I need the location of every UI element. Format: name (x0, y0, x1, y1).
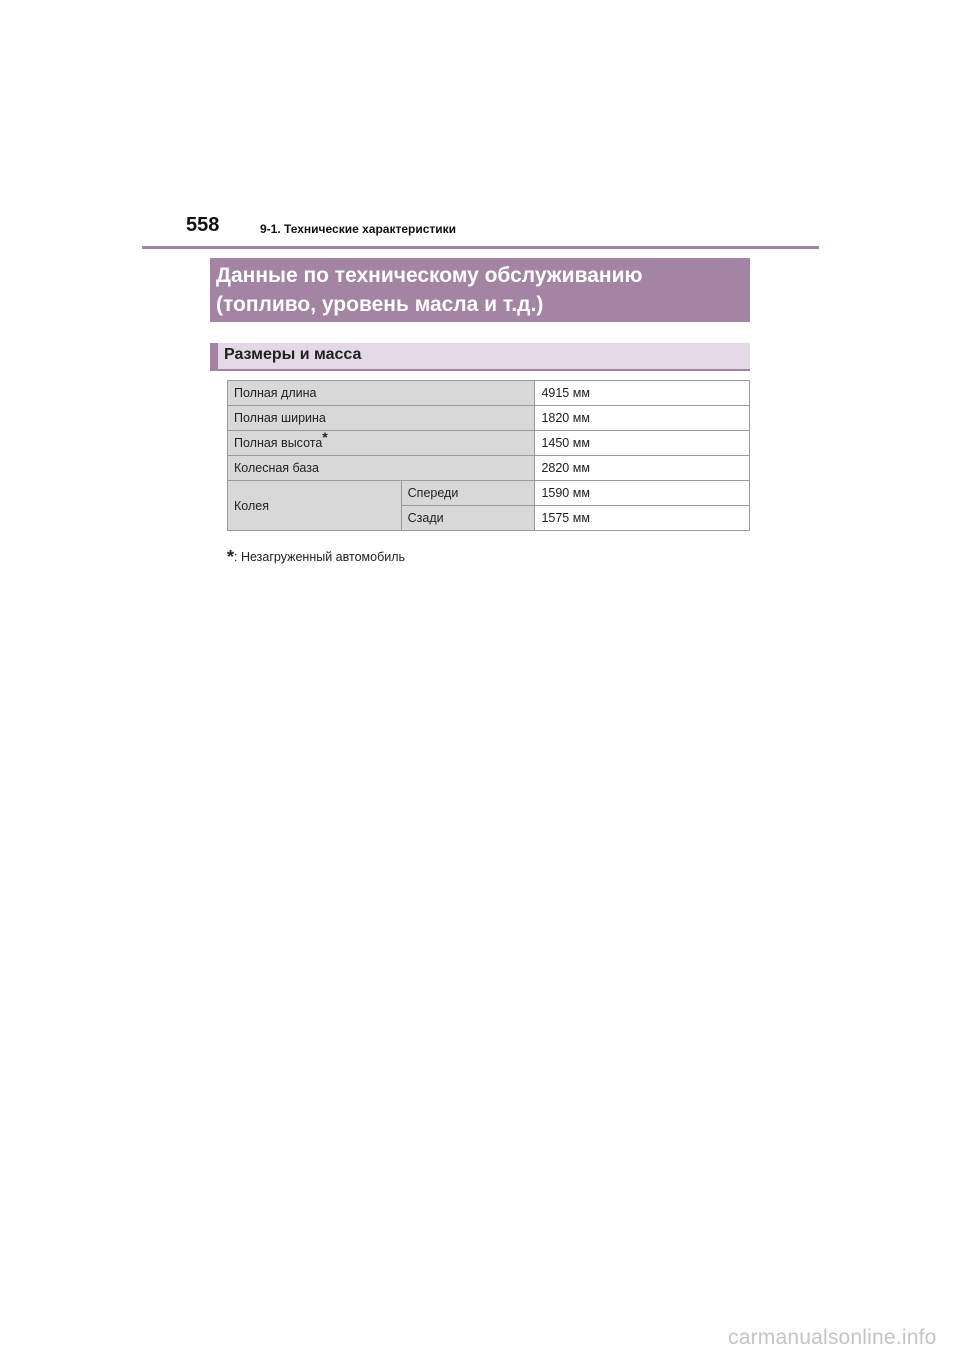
table-row (228, 456, 750, 481)
table-cell-value: 1820 мм (535, 406, 750, 431)
subsection-title: Размеры и масса (210, 343, 750, 371)
footnote-marker: * (227, 547, 235, 567)
table-row (228, 381, 750, 406)
dimensions-table (227, 380, 750, 531)
table-row (228, 481, 750, 506)
page-header (142, 212, 819, 249)
table-row (228, 406, 750, 431)
table-cell-label: Колея (228, 481, 402, 531)
table-cell-value: 1590 мм (535, 481, 750, 506)
page-title-line-1: Данные по техническому обслуживанию (216, 264, 643, 287)
table-cell-value: 1575 мм (535, 506, 750, 531)
page-title-line-2: (топливо, уровень масла и т.д.) (216, 293, 544, 316)
table-cell-label: Полная ширина (228, 406, 535, 431)
table-cell-label: Колесная база (228, 456, 535, 481)
footnote (227, 545, 405, 566)
table-row (228, 431, 750, 456)
table-cell-value: 2820 мм (535, 456, 750, 481)
table-cell-value: 4915 мм (535, 381, 750, 406)
table-cell-sublabel: Спереди (401, 481, 535, 506)
table-cell-label (228, 428, 535, 456)
page-title (210, 258, 750, 322)
table-cell-label: Полная длина (228, 381, 535, 406)
table-cell-sublabel: Сзади (401, 506, 535, 531)
footnote-text: : Незагруженный автомобиль (234, 550, 406, 564)
table-cell-value: 1450 мм (535, 431, 750, 456)
section-label: 9-1. Технические характеристики (260, 222, 457, 236)
table-cell-label-text: Полная высота (234, 436, 323, 450)
watermark: carmanualsonline.info (728, 1326, 937, 1349)
page-number: 558 (186, 214, 220, 236)
footnote-marker: * (322, 428, 328, 445)
